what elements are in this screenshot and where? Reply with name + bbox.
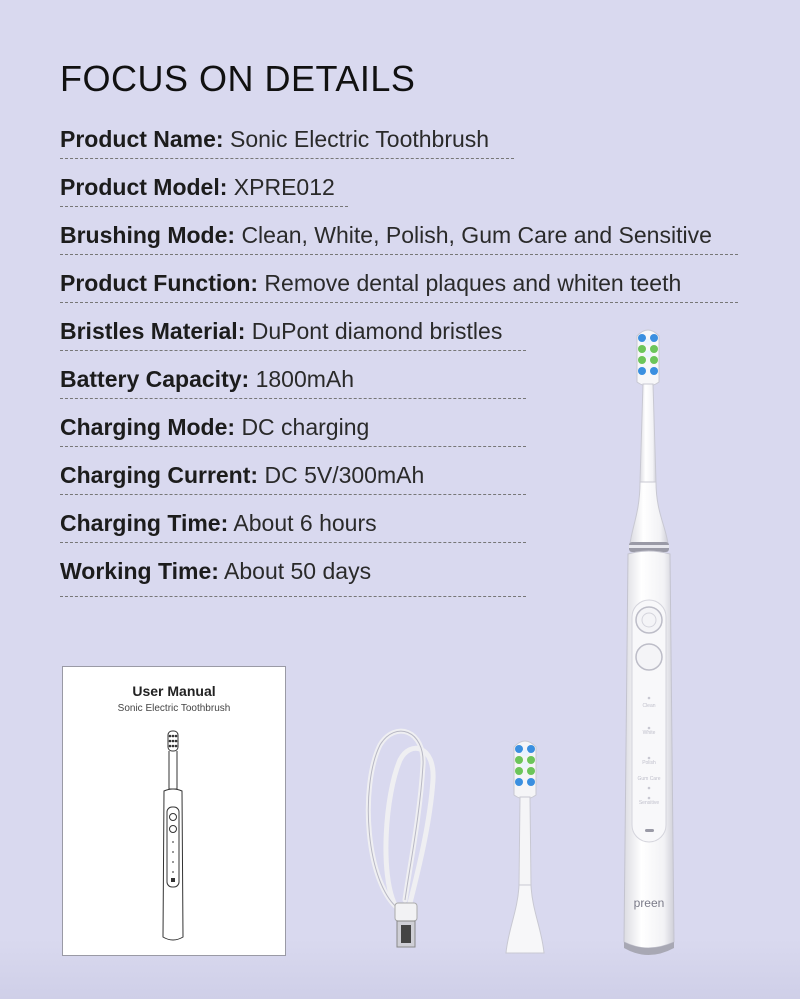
spec-value: About 50 days: [224, 558, 372, 584]
spec-row-brushing-mode: [60, 216, 738, 255]
user-manual-booklet: [62, 666, 286, 956]
mode-label-clean: Clean: [642, 703, 656, 709]
spec-row-charging-current: [60, 456, 526, 495]
spec-label: Working Time:: [60, 558, 219, 584]
spec-value: DC 5V/300mAh: [264, 462, 425, 488]
spec-value: About 6 hours: [233, 510, 377, 536]
spec-label: Bristles Material:: [60, 318, 246, 344]
spec-value: Remove dental plaques and whiten teeth: [264, 270, 682, 296]
spec-row-product-model: [60, 168, 348, 207]
mode-label-white: White: [642, 730, 656, 736]
manual-title: User Manual: [132, 683, 216, 699]
spec-value: Clean, White, Polish, Gum Care and Sensitive: [241, 222, 712, 248]
brand-logo: preen: [633, 896, 665, 910]
spec-row-bristles-material: [60, 312, 526, 351]
spec-row-product-name: [60, 120, 514, 159]
page-title: FOCUS ON DETAILS: [60, 58, 416, 99]
electric-toothbrush-icon: [610, 322, 690, 962]
spec-value: DC charging: [241, 414, 370, 440]
spec-row-product-function: [60, 264, 738, 303]
spec-value: Sonic Electric Toothbrush: [229, 126, 490, 152]
spec-label: Battery Capacity:: [60, 366, 250, 392]
charging-cable-icon: [355, 725, 445, 955]
spec-label: Product Name:: [60, 126, 224, 152]
spec-value: XPRE012: [233, 174, 335, 200]
replacement-brush-head-icon: [500, 735, 550, 957]
mode-label-polish: Polish: [642, 760, 656, 766]
spec-label: Charging Mode:: [60, 414, 236, 440]
spec-row-working-time: [60, 552, 526, 597]
mode-label-gum-care: Gum Care: [637, 776, 661, 782]
spec-row-charging-time: [60, 504, 526, 543]
spec-label: Brushing Mode:: [60, 222, 236, 248]
spec-row-battery-capacity: [60, 360, 526, 399]
spec-label: Charging Current:: [60, 462, 259, 488]
spec-value: 1800mAh: [255, 366, 355, 392]
mode-label-sensitive: Sensitive: [638, 800, 660, 806]
spec-row-charging-mode: [60, 408, 526, 447]
spec-label: Charging Time:: [60, 510, 229, 536]
spec-label: Product Function:: [60, 270, 259, 296]
toothbrush-line-drawing-icon: [153, 725, 193, 947]
manual-subtitle: Sonic Electric Toothbrush: [117, 703, 231, 714]
spec-label: Product Model:: [60, 174, 228, 200]
spec-value: DuPont diamond bristles: [251, 318, 503, 344]
